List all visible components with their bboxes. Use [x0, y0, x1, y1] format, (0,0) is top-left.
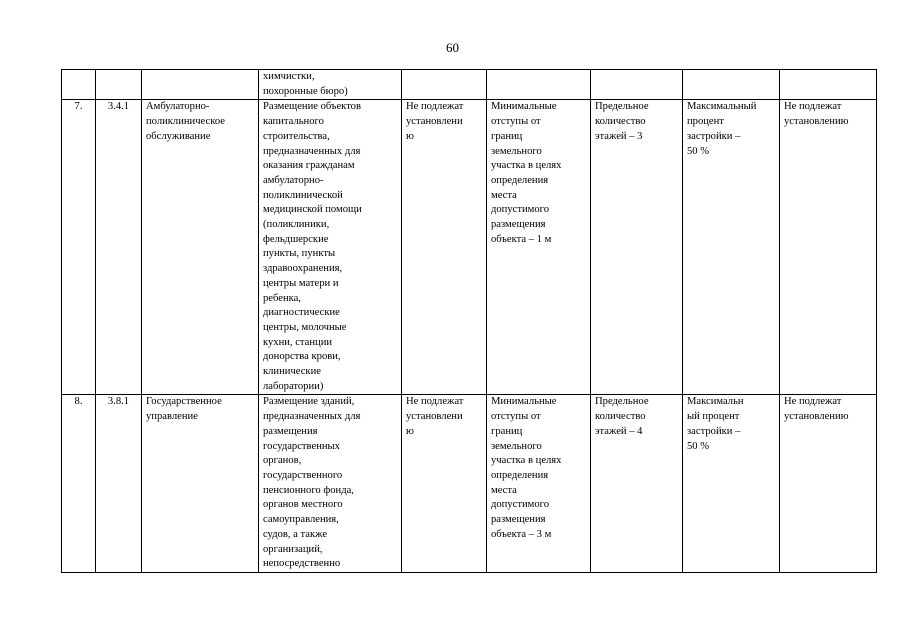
cell-text-line: границ: [491, 130, 523, 142]
cell-text-line: Амбулаторно-: [146, 101, 210, 113]
coverage-cell: [683, 100, 780, 395]
cell-text-line: государственного: [263, 469, 343, 481]
cell-text-line: предназначенных для: [263, 411, 361, 423]
cell-text-line: Минимальные: [491, 101, 557, 113]
plot-size-cell: [402, 70, 487, 100]
cell-text-line: ребенка,: [263, 292, 301, 304]
cell-text-line: диагностические: [263, 307, 340, 319]
table-body: [62, 70, 877, 573]
cell-text-line: Не подлежат: [406, 396, 464, 408]
cell-text-line: судов, а также: [263, 528, 328, 540]
use-description-cell: [259, 70, 402, 100]
row-number-cell: 8.: [62, 395, 96, 572]
cell-text-line: установлению: [784, 411, 849, 423]
cell-text-line: отступы от: [491, 116, 541, 128]
cell-text-line: химчистки,: [263, 71, 315, 82]
cell-text-line: Максимальн: [687, 396, 744, 408]
setback-cell: [487, 395, 591, 572]
cell-text-line: объекта – 3 м: [491, 528, 552, 540]
floors-cell: [591, 100, 683, 395]
cell-text-line: органов,: [263, 455, 302, 467]
setback-cell: [487, 70, 591, 100]
cell-text-line: размещения: [491, 514, 546, 526]
cell-text-line: донорства крови,: [263, 351, 341, 363]
row-number-cell: 7.: [62, 100, 96, 395]
cell-text-line: медицинской помощи: [263, 204, 362, 216]
table-row: [62, 395, 877, 572]
cell-text-line: центры, молочные: [263, 321, 347, 333]
use-name-cell: [142, 70, 259, 100]
cell-text-line: Размещение зданий,: [263, 396, 355, 408]
cell-text-line: поликлинической: [263, 189, 343, 201]
cell-text-line: непосредственно: [263, 558, 341, 570]
cell-text-line: Не подлежат: [784, 396, 842, 408]
cell-text-line: объекта – 1 м: [491, 233, 552, 245]
use-description-cell: [259, 100, 402, 395]
plot-size-cell: [402, 395, 487, 572]
cell-text-line: Размещение объектов: [263, 101, 361, 113]
cell-text-line: застройки –: [687, 130, 741, 142]
coverage-cell: [683, 395, 780, 572]
cell-text-line: пункты, пункты: [263, 248, 336, 260]
cell-text-line: установлени: [406, 116, 463, 128]
cell-text-line: допустимого: [491, 204, 550, 216]
zoning-regulations-table: [61, 69, 877, 573]
cell-text-line: установлению: [784, 116, 849, 128]
cell-text-line: процент: [687, 116, 724, 128]
cell-text-line: застройки –: [687, 425, 741, 437]
cell-text-line: самоуправления,: [263, 514, 339, 526]
cell-text-line: Государственное: [146, 396, 222, 408]
other-params-cell: [780, 70, 877, 100]
cell-text-line: этажей – 4: [595, 425, 643, 437]
cell-text-line: органов местного: [263, 499, 343, 511]
cell-text-line: клинические: [263, 366, 321, 378]
cell-text-line: Не подлежат: [406, 101, 464, 113]
cell-text-line: здравоохранения,: [263, 263, 343, 275]
row-number-cell: [62, 70, 96, 100]
cell-text-line: пенсионного фонда,: [263, 484, 354, 496]
floors-cell: [591, 70, 683, 100]
cell-text-line: (поликлиники,: [263, 219, 330, 231]
use-code-cell: 3.8.1: [96, 395, 142, 572]
table-row: [62, 70, 877, 100]
cell-text-line: строительства,: [263, 130, 330, 142]
cell-text-line: размещения: [263, 425, 318, 437]
cell-text-line: определения: [491, 469, 549, 481]
plot-size-cell: [402, 100, 487, 395]
coverage-cell: [683, 70, 780, 100]
cell-text-line: капитального: [263, 116, 324, 128]
use-description-cell: [259, 395, 402, 572]
cell-text-line: Предельное: [595, 101, 649, 113]
cell-text-line: этажей – 3: [595, 130, 643, 142]
cell-text-line: границ: [491, 425, 523, 437]
cell-text-line: управление: [146, 411, 198, 423]
cell-text-line: обслуживание: [146, 130, 211, 142]
cell-text-line: организаций,: [263, 543, 323, 555]
cell-text-line: Минимальные: [491, 396, 557, 408]
cell-text-line: определения: [491, 174, 549, 186]
cell-text-line: амбулаторно-: [263, 174, 324, 186]
cell-text-line: участка в целях: [491, 455, 562, 467]
use-name-cell: [142, 395, 259, 572]
table-row: [62, 100, 877, 395]
cell-text-line: Не подлежат: [784, 101, 842, 113]
cell-text-line: земельного: [491, 440, 542, 452]
cell-text-line: 50 %: [687, 145, 710, 157]
cell-text-line: места: [491, 189, 517, 201]
other-params-cell: [780, 395, 877, 572]
cell-text-line: размещения: [491, 219, 546, 231]
cell-text-line: отступы от: [491, 411, 541, 423]
cell-text-line: места: [491, 484, 517, 496]
cell-text-line: предназначенных для: [263, 145, 361, 157]
floors-cell: [591, 395, 683, 572]
cell-text-line: установлени: [406, 411, 463, 423]
cell-text-line: ый процент: [687, 411, 740, 423]
cell-text-line: ю: [406, 130, 414, 142]
other-params-cell: [780, 100, 877, 395]
use-code-cell: 3.4.1: [96, 100, 142, 395]
cell-text-line: фельдшерские: [263, 233, 329, 245]
cell-text-line: Предельное: [595, 396, 649, 408]
cell-text-line: ю: [406, 425, 414, 437]
cell-text-line: количество: [595, 116, 646, 128]
cell-text-line: лаборатории): [263, 380, 324, 392]
setback-cell: [487, 100, 591, 395]
cell-text-line: поликлиническое: [146, 116, 225, 128]
page-number: 60: [446, 40, 459, 55]
cell-text-line: оказания гражданам: [263, 160, 355, 172]
cell-text-line: земельного: [491, 145, 542, 157]
cell-text-line: центры матери и: [263, 277, 339, 289]
cell-text-line: государственных: [263, 440, 340, 452]
use-code-cell: [96, 70, 142, 100]
cell-text-line: допустимого: [491, 499, 550, 511]
cell-text-line: количество: [595, 411, 646, 423]
cell-text-line: похоронные бюро): [263, 85, 348, 97]
cell-text-line: 50 %: [687, 440, 710, 452]
cell-text-line: Максимальный: [687, 101, 757, 113]
use-name-cell: [142, 100, 259, 395]
cell-text-line: кухни, станции: [263, 336, 333, 348]
cell-text-line: участка в целях: [491, 160, 562, 172]
